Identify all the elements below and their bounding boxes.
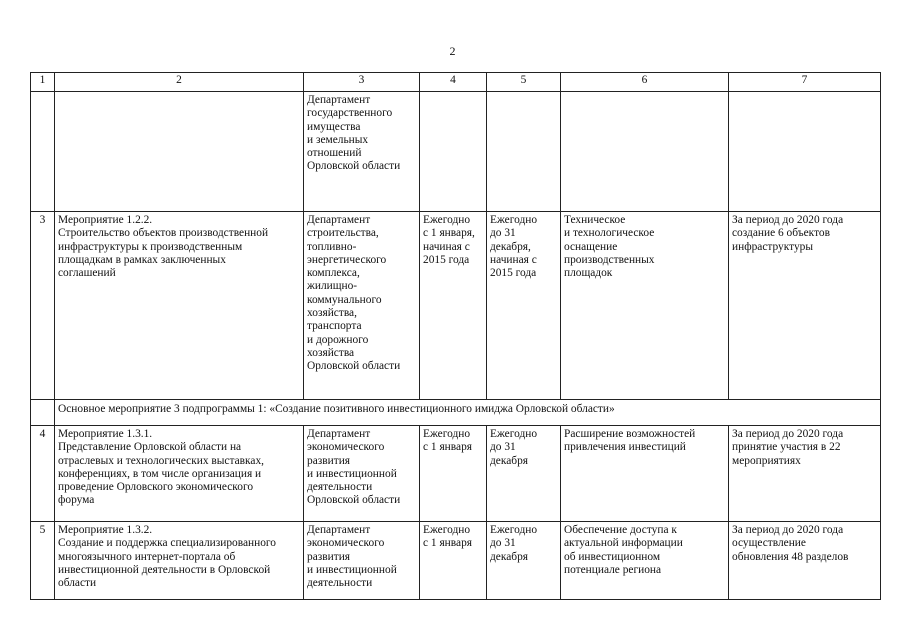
start-date-cell [420, 92, 487, 212]
row-number-cell: 3 [31, 212, 55, 400]
measures-table [30, 72, 881, 600]
measure-name-line: Строительство объектов производственной [58, 227, 269, 240]
executor-cell [304, 522, 420, 600]
executor-line: Департамент [307, 524, 371, 536]
end-date-line: до 31 [490, 537, 516, 550]
table-header-row [31, 73, 881, 92]
executor-line: и инвестиционной [307, 563, 397, 576]
expected-result-cell [561, 426, 729, 522]
start-date-cell [420, 212, 487, 400]
indicator-line: обновления 48 разделов [732, 550, 849, 563]
executor-line: Департамент [307, 428, 371, 440]
measure-name-line: Создание и поддержка специализированного [58, 537, 276, 550]
executor-line: комплекса, [307, 267, 360, 280]
measure-name-line: отраслевых и технологических выставках, [58, 454, 264, 467]
table-row [31, 522, 881, 600]
executor-cell [304, 92, 420, 212]
start-date-line: с 1 января [423, 537, 472, 550]
executor-line: хозяйства, [307, 307, 357, 320]
section-num-cell [31, 400, 55, 426]
table-row [31, 426, 881, 522]
expected-result-line: об инвестиционном [564, 550, 661, 563]
measure-name-cell [55, 522, 304, 600]
measure-name-cell [55, 212, 304, 400]
end-date-line: до 31 [490, 441, 516, 454]
indicator-line: За период до 2020 года [732, 428, 844, 440]
start-date-line: начиная с [423, 240, 470, 253]
start-date-cell [420, 522, 487, 600]
header-cell: 6 [561, 73, 729, 92]
expected-result-line: площадок [564, 267, 613, 280]
header-cell: 1 [31, 73, 55, 92]
executor-line: строительства, [307, 227, 379, 240]
expected-result-line: потенциале региона [564, 563, 662, 576]
executor-line: энергетического [307, 253, 387, 266]
end-date-line: декабря, [490, 240, 531, 253]
indicator-line: принятие участия в 22 [732, 441, 841, 454]
expected-result-cell [561, 212, 729, 400]
header-cell: 2 [55, 73, 304, 92]
executor-line: государственного [307, 107, 393, 120]
expected-result-line: Техническое [564, 214, 626, 226]
expected-result-line: производственных [564, 253, 655, 266]
measure-name-line: области [58, 577, 97, 590]
executor-cell [304, 212, 420, 400]
indicator-line: За период до 2020 года [732, 524, 844, 536]
indicator-line: инфраструктуры [732, 240, 813, 253]
measure-name-line: проведение Орловского экономического [58, 481, 254, 494]
executor-line: и инвестиционной [307, 467, 397, 480]
end-date-cell [487, 212, 561, 400]
executor-line: и дорожного [307, 333, 369, 346]
row-number-cell: 4 [31, 426, 55, 522]
indicator-line: создание 6 объектов [732, 227, 830, 240]
expected-result-line: Расширение возможностей [564, 428, 696, 440]
measure-name-line: форума [58, 494, 95, 507]
measure-name-line: Мероприятие 1.2.2. [58, 214, 153, 226]
indicator-line: мероприятиях [732, 454, 801, 467]
expected-result-line: оснащение [564, 240, 618, 253]
header-cell: 7 [729, 73, 881, 92]
measure-name-line: инфраструктуры к производственным [58, 240, 243, 253]
end-date-line: начиная с [490, 253, 537, 266]
executor-line: экономического [307, 537, 385, 550]
executor-line: топливно- [307, 240, 357, 253]
executor-line: Департамент [307, 94, 371, 106]
indicator-cell [729, 212, 881, 400]
executor-line: и земельных [307, 133, 369, 146]
end-date-line: 2015 года [490, 267, 537, 280]
expected-result-cell [561, 92, 729, 212]
executor-line: Орловской области [307, 160, 401, 173]
expected-result-cell [561, 522, 729, 600]
executor-line: имущества [307, 120, 361, 133]
measure-name-cell [55, 426, 304, 522]
indicator-cell [729, 426, 881, 522]
page-number: 2 [449, 44, 456, 58]
expected-result-line: Обеспечение доступа к [564, 524, 677, 536]
end-date-line: декабря [490, 550, 528, 563]
indicator-line: За период до 2020 года [732, 214, 844, 226]
measure-name-line: Мероприятие 1.3.2. [58, 524, 153, 536]
executor-line: развития [307, 550, 351, 563]
measure-name-line: соглашений [58, 267, 116, 280]
header-cell: 5 [487, 73, 561, 92]
end-date-line: декабря [490, 454, 528, 467]
indicator-line: осуществление [732, 537, 806, 550]
measure-name-line: инвестиционной деятельности в Орловской [58, 563, 271, 576]
measure-name-line: площадкам в рамках заключенных [58, 253, 226, 266]
section-title: Основное мероприятие 3 подпрограммы 1: «Создание позитивного инвестиционного имиджа Орловской области» [55, 400, 881, 426]
end-date-cell [487, 426, 561, 522]
expected-result-line: привлечения инвестиций [564, 441, 686, 454]
indicator-cell [729, 522, 881, 600]
measure-name-cell [55, 92, 304, 212]
executor-line: деятельности [307, 577, 373, 590]
executor-line: хозяйства [307, 346, 355, 359]
executor-line: деятельности [307, 481, 373, 494]
executor-line: отношений [307, 147, 362, 160]
executor-line: экономического [307, 441, 385, 454]
end-date-line: Ежегодно [490, 524, 538, 536]
expected-result-line: и технологическое [564, 227, 655, 240]
end-date-cell [487, 92, 561, 212]
start-date-line: 2015 года [423, 253, 470, 266]
start-date-line: Ежегодно [423, 214, 471, 226]
expected-result-line: актуальной информации [564, 537, 683, 550]
executor-line: Департамент [307, 214, 371, 226]
executor-line: развития [307, 454, 351, 467]
table-row [31, 212, 881, 400]
executor-line: транспорта [307, 320, 362, 333]
start-date-line: Ежегодно [423, 524, 471, 536]
row-number-cell [31, 92, 55, 212]
measure-name-line: конференциях, в том числе организация и [58, 467, 262, 480]
section-row [31, 400, 881, 426]
indicator-cell [729, 92, 881, 212]
header-cell: 3 [304, 73, 420, 92]
executor-line: Орловской области [307, 360, 401, 373]
start-date-line: с 1 января, [423, 227, 475, 240]
start-date-line: Ежегодно [423, 428, 471, 440]
start-date-cell [420, 426, 487, 522]
header-cell: 4 [420, 73, 487, 92]
start-date-line: с 1 января [423, 441, 472, 454]
measure-name-line: Мероприятие 1.3.1. [58, 428, 153, 440]
end-date-cell [487, 522, 561, 600]
measure-name-line: многоязычного интернет-портала об [58, 550, 236, 563]
executor-line: коммунального [307, 293, 382, 306]
measure-name-line: Представление Орловской области на [58, 441, 242, 454]
end-date-line: Ежегодно [490, 214, 538, 226]
executor-cell [304, 426, 420, 522]
executor-line: жилищно- [307, 280, 358, 293]
row-number-cell: 5 [31, 522, 55, 600]
executor-line: Орловской области [307, 494, 401, 507]
table-row [31, 92, 881, 212]
end-date-line: до 31 [490, 227, 516, 240]
end-date-line: Ежегодно [490, 428, 538, 440]
